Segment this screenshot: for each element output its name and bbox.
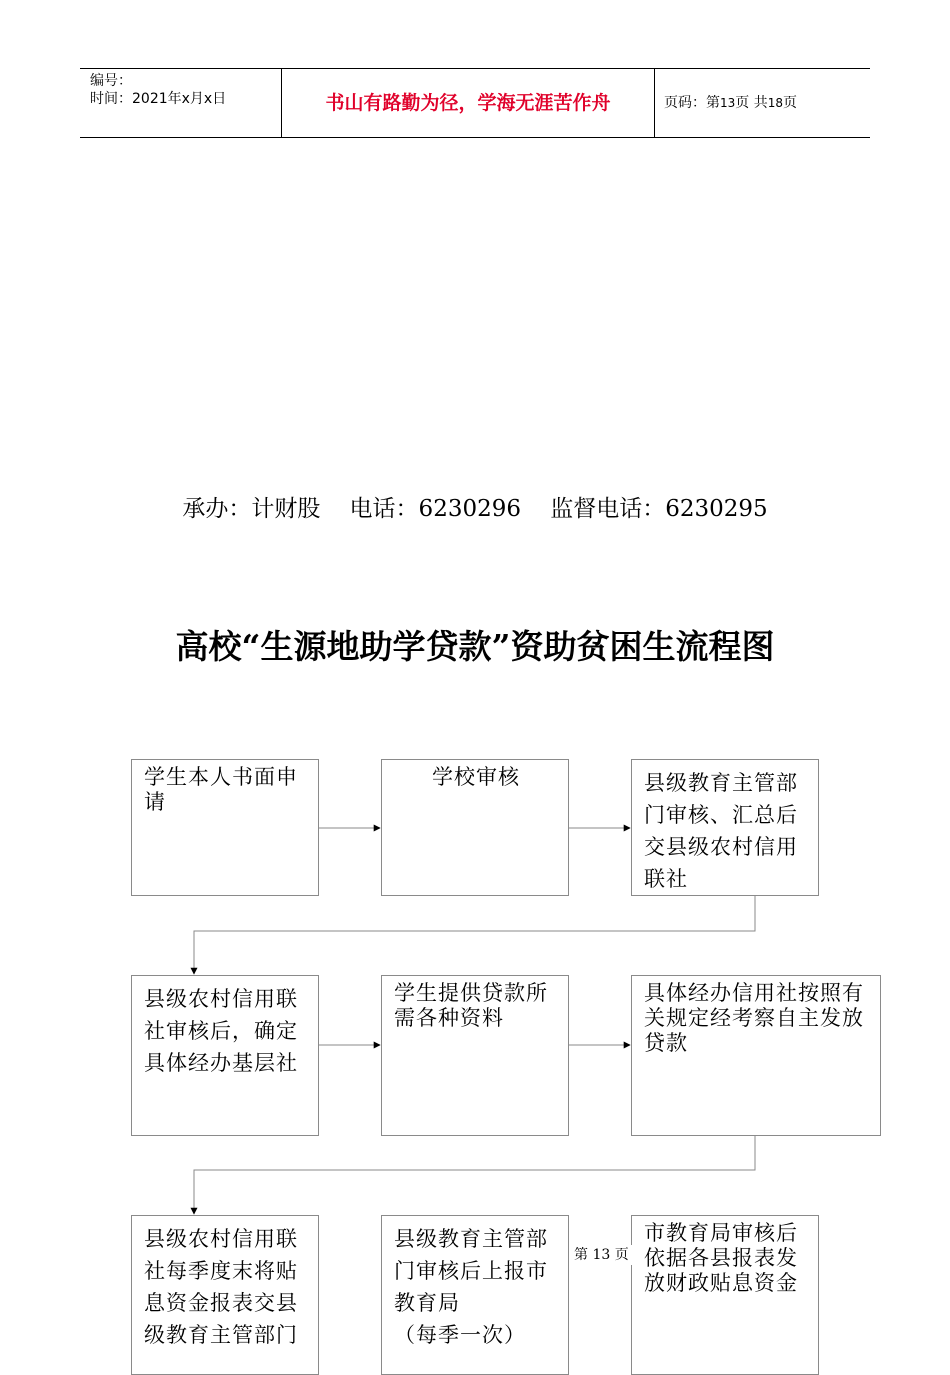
contact-line: 承办：计财股 电话：6230296 监督电话：6230295 <box>182 496 768 522</box>
footer-page: 13 <box>592 1247 611 1263</box>
flow-step-county-report-city <box>381 1215 569 1375</box>
footer-page-number <box>571 1245 632 1265</box>
flow-step-student-documents: 学生提供贷款所需各种资料 <box>381 975 569 1136</box>
document-time-label: 时间：2021年x月x日 <box>90 91 227 107</box>
flow-step-school-review: 学校审核 <box>381 759 569 896</box>
footer-suffix: 页 <box>614 1247 629 1263</box>
flow-step-frequency-note: （每季一次） <box>394 1323 526 1347</box>
connector-3-4 <box>194 895 755 974</box>
page-current: 13 <box>720 96 736 110</box>
flow-step-county-report-text: 县级教育主管部门审核后上报市教育局 <box>394 1227 548 1315</box>
page-total: 18 <box>767 96 784 110</box>
page-suffix: 页 <box>783 95 798 111</box>
header-motto: 书山有路勤为径，学海无涯苦作舟 <box>325 92 611 114</box>
flow-step-county-education-review: 县级教育主管部门审核、汇总后交县级农村信用联社 <box>631 759 819 896</box>
flow-step-quarterly-subsidy-report: 县级农村信用联社每季度末将贴息资金报表交县级教育主管部门 <box>131 1215 319 1375</box>
connector-6-7 <box>194 1136 755 1214</box>
footer-prefix: 第 <box>574 1247 588 1263</box>
page-prefix: 页码：第 <box>664 95 720 111</box>
flow-step-credit-union-loan: 具体经办信用社按照有关规定经考察自主发放贷款 <box>631 975 881 1136</box>
flow-step-county-credit-union-review: 县级农村信用联社审核后，确定具体经办基层社 <box>131 975 319 1136</box>
page-mid: 页 共 <box>735 95 768 111</box>
document-number-label: 编号： <box>90 73 132 89</box>
flow-step-city-subsidy-release: 市教育局审核后依据各县报表发放财政贴息资金 <box>631 1215 819 1375</box>
flow-step-student-application: 学生本人书面申请 <box>131 759 319 896</box>
page-title: 高校“生源地助学贷款”资助贫困生流程图 <box>175 627 775 666</box>
